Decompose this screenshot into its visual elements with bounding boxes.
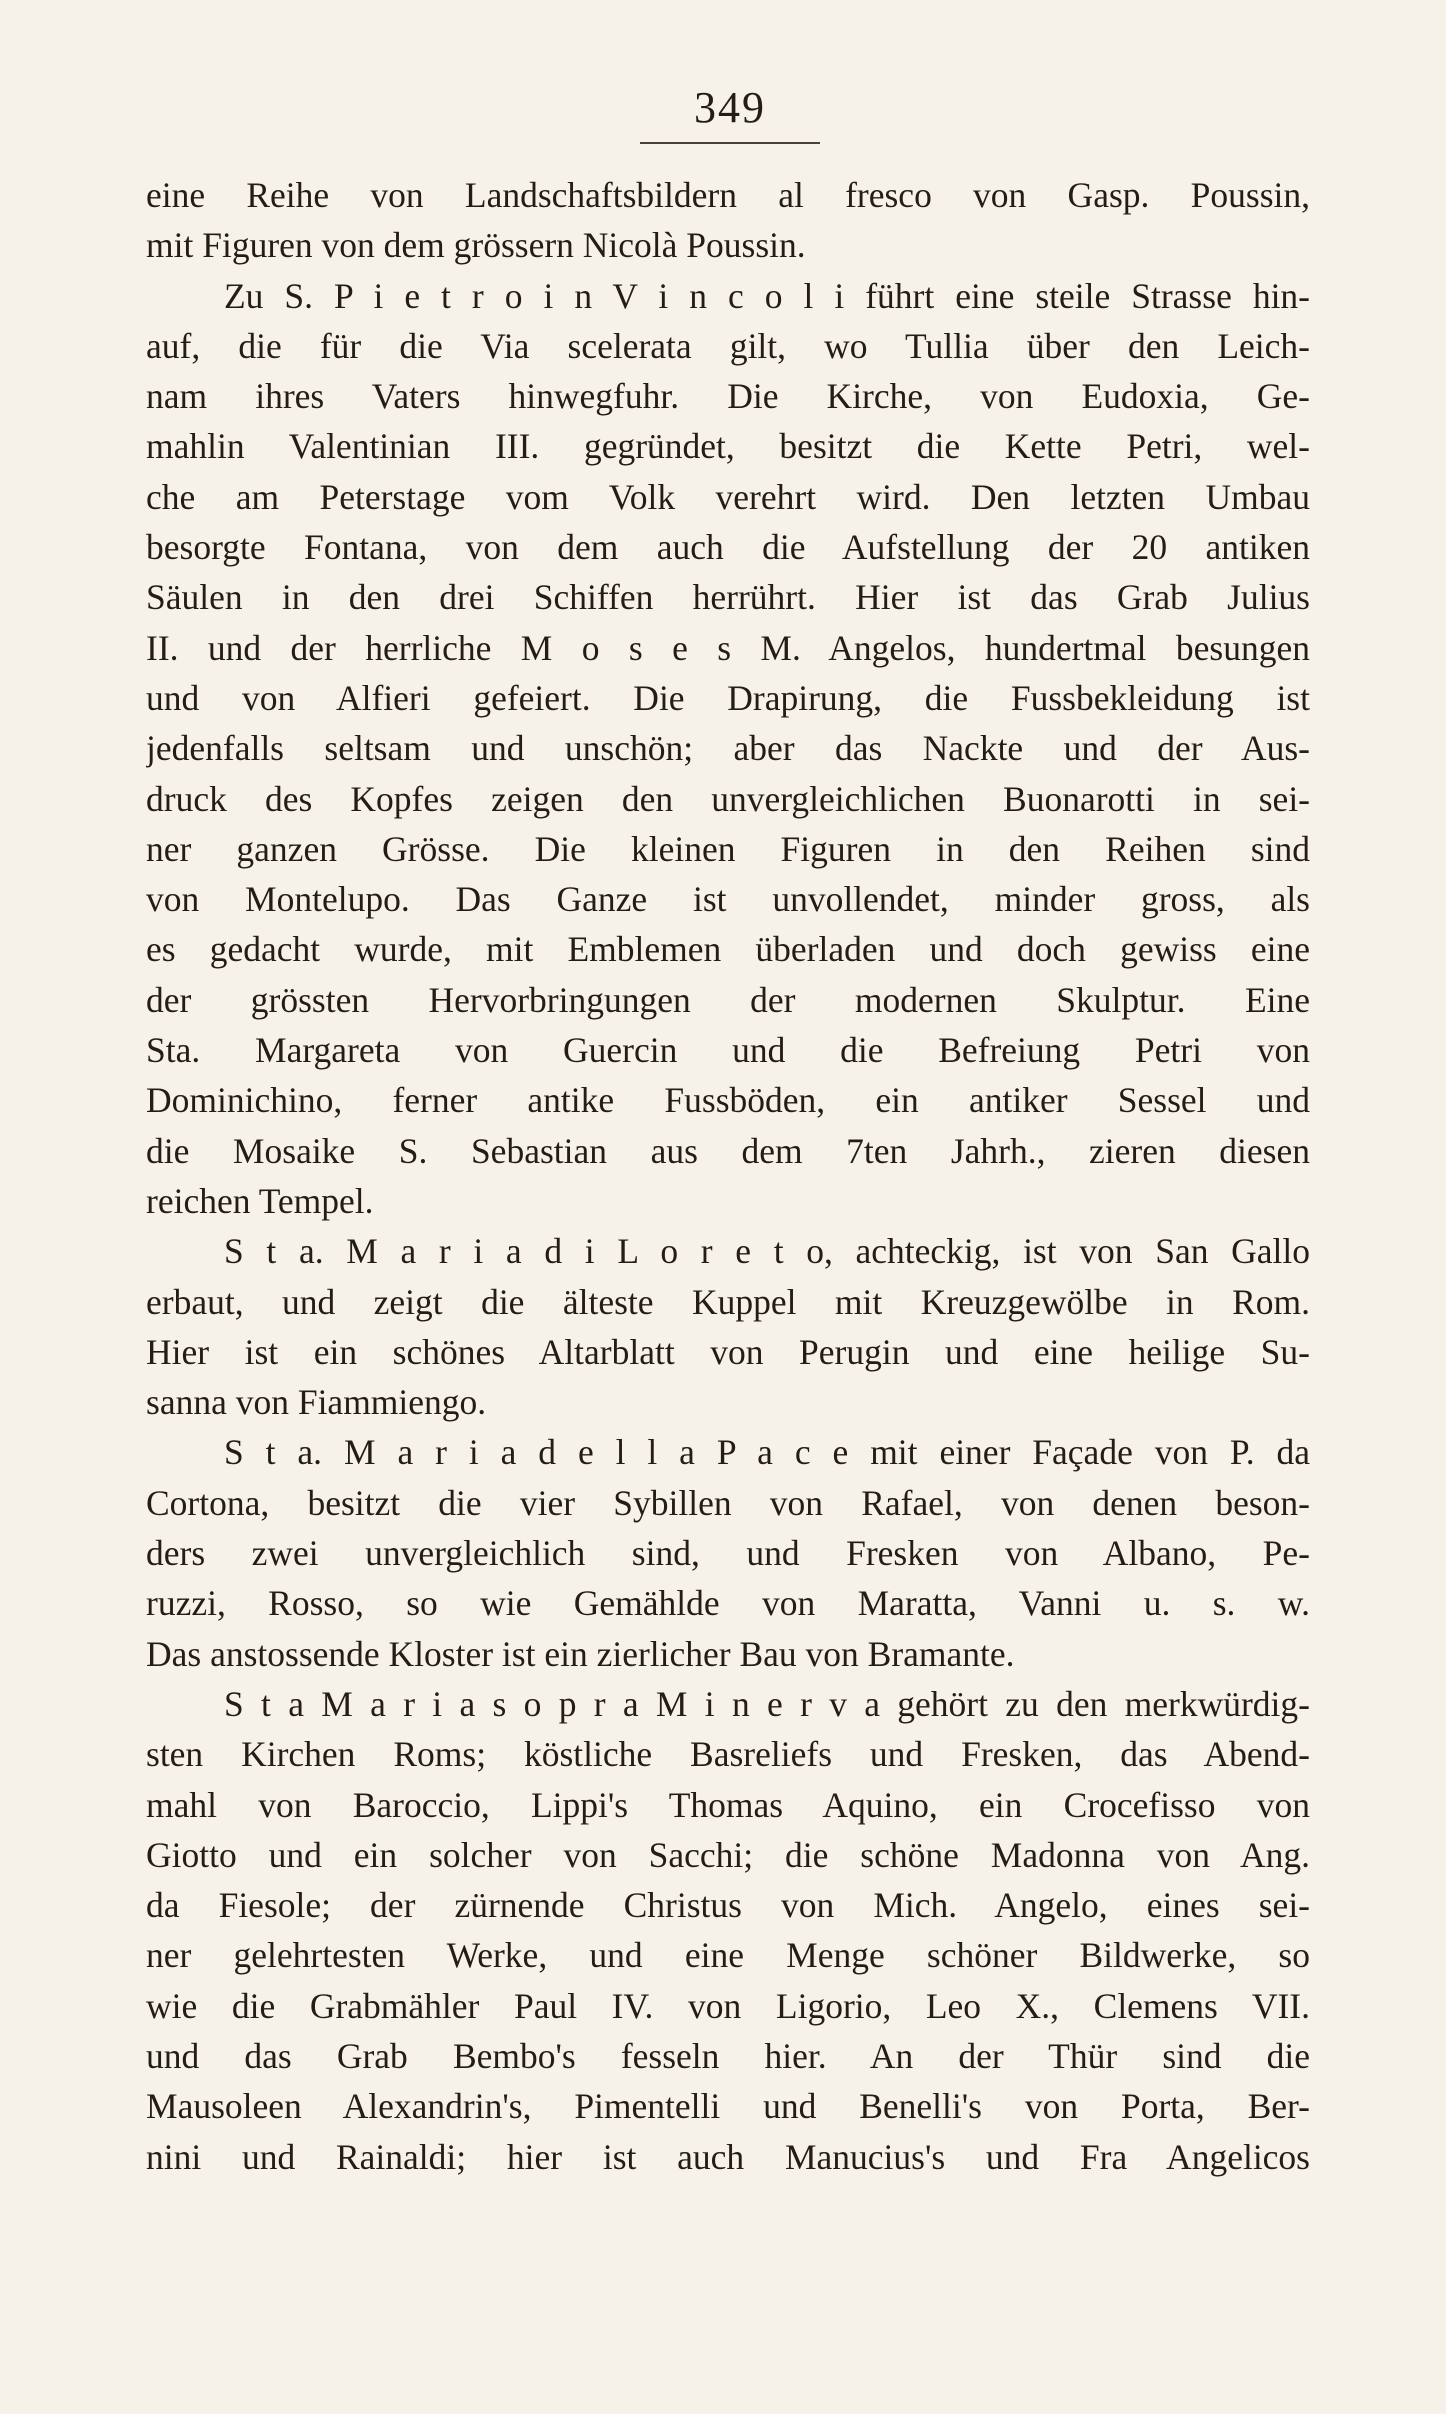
- text-line: auf, die für die Via scelerata gilt, wo Tullia über den Leich-: [146, 325, 1310, 366]
- text-line: Zu S. P i e t r o i n V i n c o l i führt eine steile Strasse hin-: [224, 275, 1310, 316]
- text-line: es gedacht wurde, mit Emblemen überladen und doch gewiss eine: [146, 929, 1310, 970]
- text-line: Cortona, besitzt die vier Sybillen von Rafael, von denen beson-: [146, 1482, 1310, 1523]
- text-line: Hier ist ein schönes Altarblatt von Perugin und eine heilige Su-: [146, 1331, 1310, 1372]
- text-line: Säulen in den drei Schiffen herrührt. Hier ist das Grab Julius: [146, 577, 1310, 618]
- text-line: S t a. M a r i a d i L o r e t o, achteckig, ist von San Gallo: [224, 1231, 1310, 1272]
- text-line: Mausoleen Alexandrin's, Pimentelli und Benelli's von Porta, Ber-: [146, 2086, 1310, 2127]
- text-line: S t a. M a r i a d e l l a P a c e mit einer Façade von P. da: [224, 1432, 1310, 1473]
- text-line: druck des Kopfes zeigen den unvergleichlichen Buonarotti in sei-: [146, 778, 1310, 819]
- page-number: 349: [694, 83, 766, 132]
- page-number-rule: [640, 142, 820, 144]
- text-line: che am Peterstage vom Volk verehrt wird. Den letzten Umbau: [146, 476, 1310, 517]
- text-line: jedenfalls seltsam und unschön; aber das Nackte und der Aus-: [146, 728, 1310, 769]
- text-line: mahl von Baroccio, Lippi's Thomas Aquino, ein Crocefisso von: [146, 1784, 1310, 1825]
- text-line: ruzzi, Rosso, so wie Gemählde von Maratta, Vanni u. s. w.: [146, 1583, 1310, 1624]
- text-line: und das Grab Bembo's fesseln hier. An der Thür sind die: [146, 2035, 1310, 2076]
- text-line: mit Figuren von dem grössern Nicolà Poussin.: [146, 225, 806, 266]
- text-line: besorgte Fontana, von dem auch die Aufstellung der 20 antiken: [146, 527, 1310, 568]
- text-line: reichen Tempel.: [146, 1180, 374, 1221]
- text-line: der grössten Hervorbringungen der modernen Skulptur. Eine: [146, 979, 1310, 1020]
- text-line: mahlin Valentinian III. gegründet, besitzt die Kette Petri, wel-: [146, 426, 1310, 467]
- text-line: II. und der herrliche M o s e s M. Angelos, hundertmal besungen: [146, 627, 1310, 668]
- text-line: erbaut, und zeigt die älteste Kuppel mit Kreuzgewölbe in Rom.: [146, 1281, 1310, 1322]
- text-line: S t a M a r i a s o p r a M i n e r v a gehört zu den merkwürdig-: [224, 1683, 1310, 1724]
- text-line: nini und Rainaldi; hier ist auch Manucius's und Fra Angelicos: [146, 2136, 1310, 2177]
- text-line: sten Kirchen Roms; köstliche Basreliefs und Fresken, das Abend-: [146, 1734, 1310, 1775]
- text-line: Giotto und ein solcher von Sacchi; die schöne Madonna von Ang.: [146, 1834, 1310, 1875]
- text-line: ders zwei unvergleichlich sind, und Fresken von Albano, Pe-: [146, 1533, 1310, 1574]
- text-line: von Montelupo. Das Ganze ist unvollendet, minder gross, als: [146, 879, 1310, 920]
- body-text: [146, 170, 1310, 2182]
- text-line: wie die Grabmähler Paul IV. von Ligorio, Leo X., Clemens VII.: [146, 1985, 1310, 2026]
- text-line: Das anstossende Kloster ist ein zierlicher Bau von Bramante.: [146, 1633, 1015, 1674]
- text-line: da Fiesole; der zürnende Christus von Mich. Angelo, eines sei-: [146, 1885, 1310, 1926]
- text-line: und von Alfieri gefeiert. Die Drapirung, die Fussbekleidung ist: [146, 677, 1310, 718]
- text-line: Dominichino, ferner antike Fussböden, ein antiker Sessel und: [146, 1080, 1310, 1121]
- text-line: ner ganzen Grösse. Die kleinen Figuren in den Reihen sind: [146, 828, 1310, 869]
- text-line: nam ihres Vaters hinwegfuhr. Die Kirche, von Eudoxia, Ge-: [146, 376, 1310, 417]
- text-line: ner gelehrtesten Werke, und eine Menge schöner Bildwerke, so: [146, 1935, 1310, 1976]
- text-line: Sta. Margareta von Guercin und die Befreiung Petri von: [146, 1030, 1310, 1071]
- text-line: eine Reihe von Landschaftsbildern al fresco von Gasp. Poussin,: [146, 175, 1310, 215]
- text-line: die Mosaike S. Sebastian aus dem 7ten Jahrh., zieren diesen: [146, 1130, 1310, 1171]
- text-line: sanna von Fiammiengo.: [146, 1382, 487, 1423]
